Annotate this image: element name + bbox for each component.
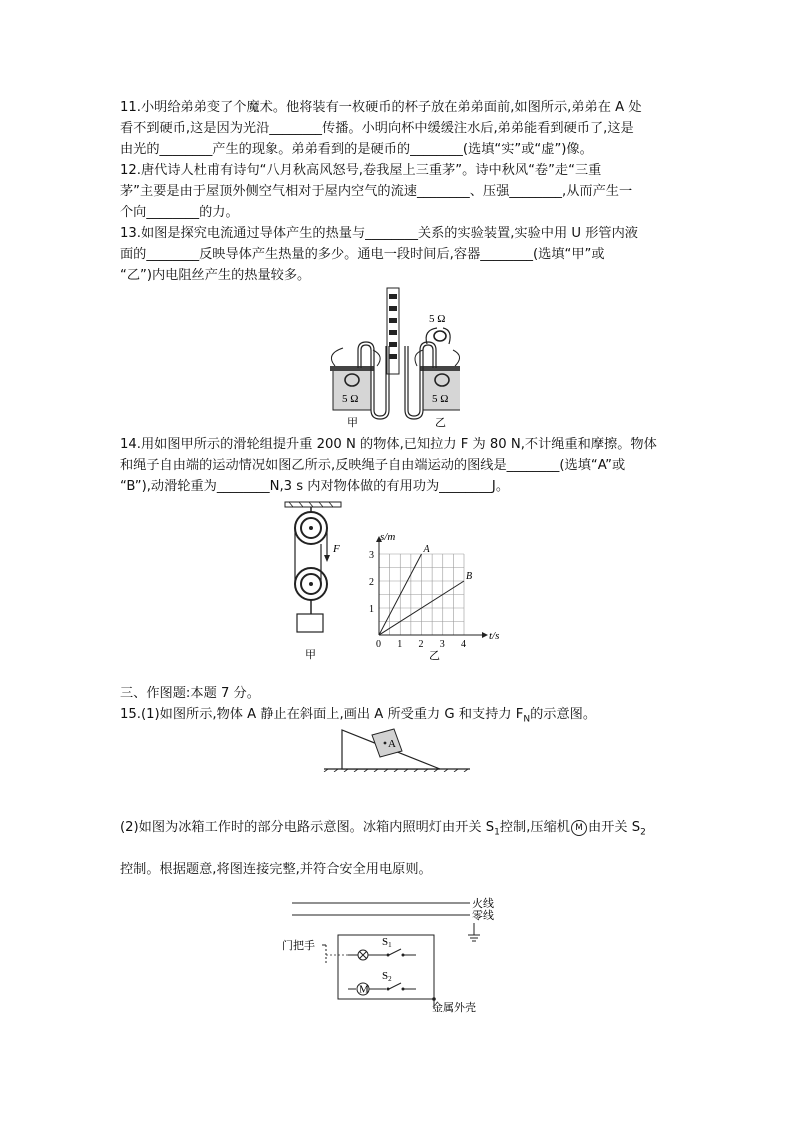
resistor-left-label: 5 Ω bbox=[342, 393, 359, 405]
x-axis-arrow bbox=[482, 632, 488, 638]
q15-part2-line-1 bbox=[120, 818, 646, 843]
metal-shell-label: 金属外壳 bbox=[432, 1002, 476, 1014]
neutral-wire-label: 零线 bbox=[472, 910, 494, 922]
container-jia-label: 甲 bbox=[347, 417, 358, 429]
series-label-a: A bbox=[423, 544, 430, 555]
block-a-label: A bbox=[388, 738, 396, 750]
q15-part2-text-b: 控制,压缩机 bbox=[499, 820, 570, 835]
heat-experiment-figure bbox=[325, 284, 460, 430]
series-label-b: B bbox=[466, 571, 473, 582]
q15-part1-end: 的示意图。 bbox=[530, 707, 597, 722]
x-tick-label: 2 bbox=[418, 639, 424, 650]
q14-line-3: “B”),动滑轮重为________N,3 s 内对物体做的有用功为________J。 bbox=[120, 479, 510, 494]
incline-figure bbox=[322, 726, 472, 772]
load-block bbox=[297, 614, 323, 632]
q13-line-2: 面的________反映导体产生热量的多少。通电一段时间后,容器________(选填“甲”或 bbox=[120, 247, 605, 262]
switch-s1 bbox=[389, 949, 401, 955]
y-tick-label: 2 bbox=[369, 577, 374, 588]
switch-s2 bbox=[389, 983, 401, 989]
q15-part2-line-2: 控制。根据题意,将图连接完整,并符合安全用电原则。 bbox=[120, 862, 432, 877]
force-label: F bbox=[333, 543, 340, 555]
motor-label: M bbox=[359, 983, 369, 996]
switch-s2-label: S2 bbox=[382, 970, 392, 983]
chart-title: 乙 bbox=[429, 650, 440, 662]
resistor-right-label: 5 Ω bbox=[432, 393, 449, 405]
q14-line-2: 和绳子自由端的运动情况如图乙所示,反映绳子自由端运动的图线是________(选填“A”或 bbox=[120, 458, 626, 473]
section-3-heading: 三、作图题:本题 7 分。 bbox=[120, 686, 260, 701]
q12-line-1: 12.唐代诗人杜甫有诗句“八月秋高风怒号,卷我屋上三重茅”。诗中秋风“卷”走“三重 bbox=[120, 163, 602, 178]
door-handle-label: 门把手 bbox=[282, 940, 315, 952]
q15-part2-text-c: 由开关 S bbox=[588, 820, 641, 835]
resistor-coil-top bbox=[434, 331, 446, 341]
q15-part2-sub2: 2 bbox=[640, 827, 646, 838]
q15-part1-text: 15.(1)如图所示,物体 A 静止在斜面上,画出 A 所受重力 G 和支持力 F bbox=[120, 707, 524, 722]
live-wire-label: 火线 bbox=[472, 898, 494, 910]
q11-line-2: 看不到硬币,这是因为光沿________传播。小明向杯中缓缓注水后,弟弟能看到硬币了,这是 bbox=[120, 121, 634, 136]
q13-line-1: 13.如图是探究电流通过导体产生的热量与________关系的实验装置,实验中用 U 形管内液 bbox=[120, 226, 638, 241]
container-yi-lid bbox=[420, 366, 460, 371]
container-jia-lid bbox=[330, 366, 374, 371]
chart-y-label: s/m bbox=[380, 531, 396, 543]
q15-part2-sub1: 1 bbox=[494, 827, 500, 838]
q14-line-1: 14.用如图甲所示的滑轮组提升重 200 N 的物体,已知拉力 F 为 80 N,不计绳重和摩擦。物体 bbox=[120, 437, 657, 452]
q11-line-3: 由光的________产生的现象。弟弟看到的是硬币的________(选填“实”或“虚”)像。 bbox=[120, 142, 593, 157]
x-tick-label: 0 bbox=[376, 639, 381, 650]
x-tick-label: 4 bbox=[461, 639, 466, 650]
q12-line-3: 个向________的力。 bbox=[120, 205, 239, 220]
y-tick-label: 1 bbox=[369, 604, 374, 615]
distance-time-chart bbox=[365, 525, 510, 665]
q13-line-3: “乙”)内电阻丝产生的热量较多。 bbox=[120, 268, 311, 283]
switch-s1-label: S1 bbox=[382, 936, 392, 949]
q11-line-1: 11.小明给弟弟变了个魔术。他将装有一枚硬币的杯子放在弟弟面前,如图所示,弟弟在 A 处 bbox=[120, 100, 642, 115]
motor-symbol: M bbox=[571, 820, 587, 836]
fridge-circuit-figure bbox=[282, 893, 522, 1015]
resistor-top-label: 5 Ω bbox=[429, 313, 446, 325]
container-yi-label: 乙 bbox=[435, 417, 446, 429]
x-tick-label: 3 bbox=[439, 639, 445, 650]
force-arrow bbox=[324, 555, 330, 562]
q12-line-2: 茅”主要是由于屋顶外侧空气相对于屋内空气的流速________、压强________,从而产生一 bbox=[120, 184, 633, 199]
x-tick-label: 1 bbox=[397, 639, 403, 650]
pulley-figure-label: 甲 bbox=[305, 649, 316, 661]
y-tick-label: 3 bbox=[369, 550, 374, 561]
q15-part1-subscript: N bbox=[523, 714, 531, 725]
q15-part2-text-a: (2)如图为冰箱工作时的部分电路示意图。冰箱内照明灯由开关 S bbox=[120, 820, 495, 835]
pulley-system-figure bbox=[283, 500, 353, 668]
chart-grid bbox=[379, 554, 464, 635]
chart-x-label: t/s bbox=[489, 630, 500, 642]
